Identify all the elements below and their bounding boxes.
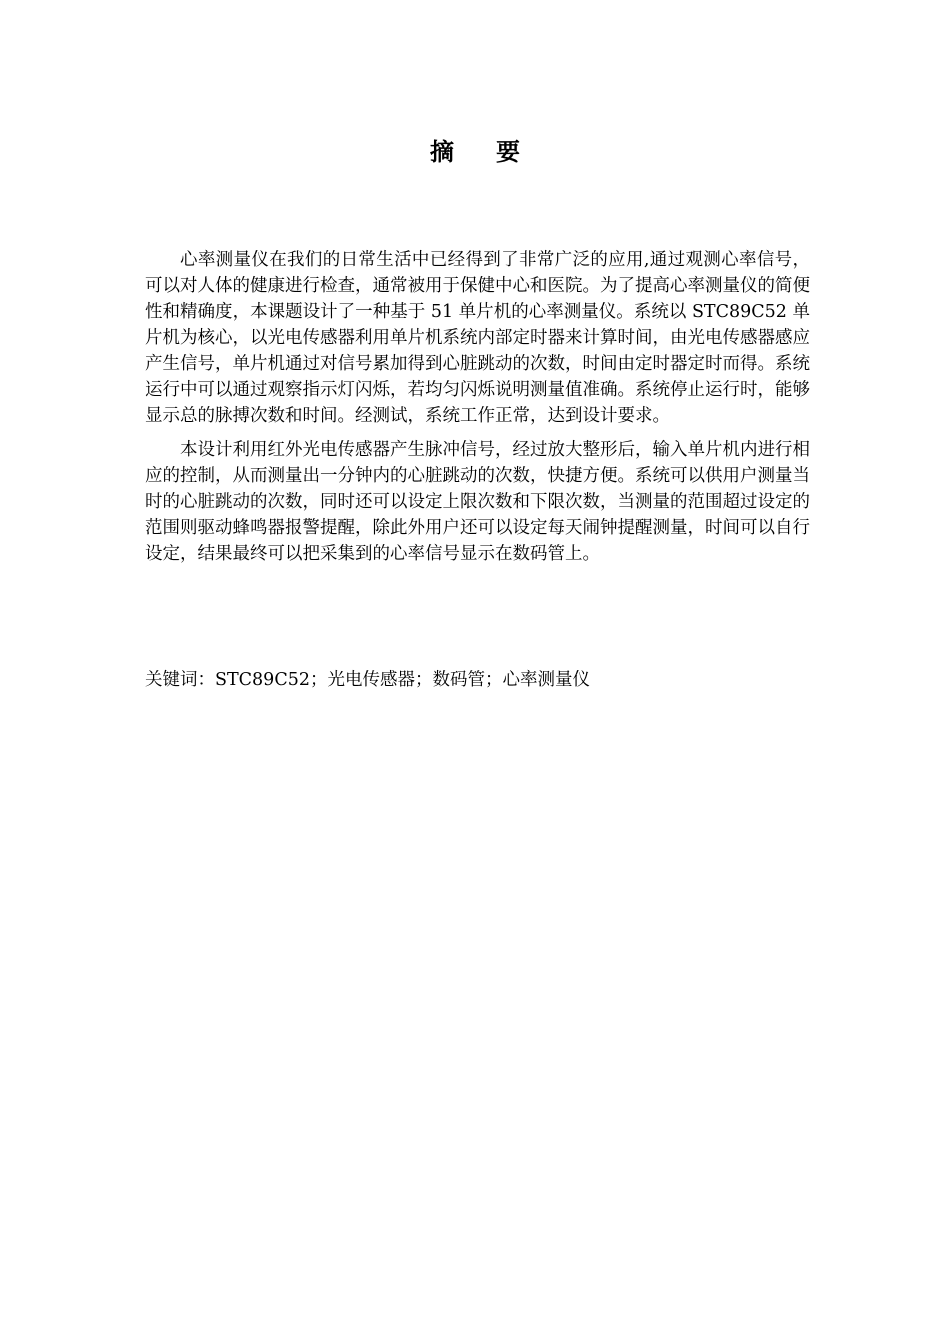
abstract-paragraph-1: 心率测量仪在我们的日常生活中已经得到了非常广泛的应用,通过观测心率信号，可以对人体的健康进行检查，通常被用于保健中心和医院。为了提高心率测量仪的简便性和精确度，本课题设计了一种基于 51 单片机的心率测量仪。系统以 STC89C52 单片机为核心，以光电传感器利用单片机系统内部定时器来计算时间，由光电传感器感应产生信号，单片机通过对信号累加得到心脏跳动的次数，时间由定时器定时而得。系统运行中可以通过观察指示灯闪烁，若均匀闪烁说明测量值准确。系统停止运行时，能够显示总的脉搏次数和时间。经测试，系统工作正常，达到设计要求。 [145,250,810,426]
keywords-line [145,667,590,693]
page-title [0,132,950,172]
title-char-right: 要 [496,138,520,166]
keywords-value: STC89C52；光电传感器；数码管；心率测量仪 [215,670,590,690]
keywords-label: 关键词： [145,670,215,690]
abstract-paragraph-2: 本设计利用红外光电传感器产生脉冲信号，经过放大整形后，输入单片机内进行相应的控制，从而测量出一分钟内的心脏跳动的次数，快捷方便。系统可以供用户测量当时的心脏跳动的次数，同时还可以设定上限次数和下限次数，当测量的范围超过设定的范围则驱动蜂鸣器报警提醒，除此外用户还可以设定每天闹钟提醒测量，时间可以自行设定，结果最终可以把采集到的心率信号显示在数码管上。 [145,440,810,564]
abstract-body [145,247,810,575]
title-char-left: 摘 [430,138,454,166]
